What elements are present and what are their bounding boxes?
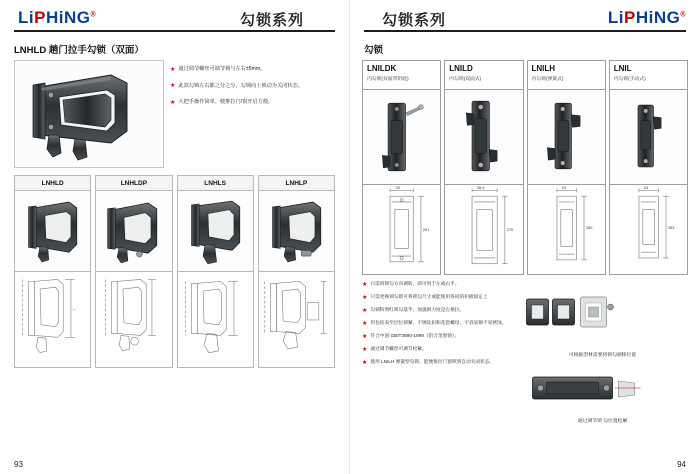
brand-hing: HiNG: [635, 8, 681, 27]
product-subtitle: 内勾锁(双面式): [449, 77, 482, 82]
list-item: [170, 66, 335, 74]
product-drawing: [362, 185, 441, 275]
dim-label-d4: 24: [643, 185, 648, 190]
brand-hing: HiNG: [45, 8, 91, 27]
list-item: [362, 281, 512, 288]
note-text: 使用 LNILH 弹簧型勾锁，能便推拉门窗锁到自动关闭状态。: [370, 359, 495, 365]
right-notes-list: [362, 281, 512, 425]
product-column: [362, 60, 441, 275]
left-series-title: 勾锁系列: [240, 12, 305, 29]
variant-label: LNHLDP: [95, 175, 172, 190]
right-bottom-area: [350, 275, 700, 425]
dim-label-h2: 270: [507, 227, 514, 232]
variant-label: LNHLP: [258, 175, 335, 190]
product-photo: [444, 90, 523, 185]
left-notes-list: [170, 60, 335, 168]
brand-sup: ®: [90, 11, 97, 19]
right-page: [350, 0, 700, 474]
variant-cell: [14, 175, 91, 368]
variant-drawing: [14, 272, 91, 368]
product-header: [527, 60, 606, 90]
star-icon: ★: [170, 83, 176, 90]
star-icon: ★: [362, 307, 368, 314]
adjust-screw-photo: [517, 363, 688, 419]
accessory-hooks-photo: [517, 281, 688, 353]
note-text: 大把手操作简单、便推拉门/窗开启方便。: [178, 99, 274, 106]
star-icon: ★: [362, 294, 368, 301]
variant-cell: [95, 175, 172, 368]
lnhld-product-photo: [14, 60, 164, 168]
right-section-title-wrap: [350, 42, 700, 56]
list-item: [170, 99, 335, 107]
variant-photo: [258, 190, 335, 272]
left-section-title-wrap: [0, 42, 349, 56]
variant-drawing: [177, 272, 254, 368]
product-drawing: [444, 185, 523, 275]
brand-sup: ®: [680, 11, 686, 19]
dim-label-h4: 253: [667, 226, 675, 230]
product-code: LNILDK: [367, 64, 397, 73]
star-icon: ★: [362, 281, 368, 288]
dim-label-h3: 260: [585, 226, 592, 230]
variant-cell: [177, 175, 254, 368]
product-code: LNILH: [531, 64, 556, 73]
brand-li: Li: [18, 8, 35, 27]
variant-drawing: [95, 272, 172, 368]
product-subtitle: 内勾锁(手动式): [613, 77, 646, 82]
brand-p: P: [623, 8, 636, 27]
product-photo: [609, 90, 688, 185]
note-text: 只需将锁勾方向调转，即可用于左或右手。: [370, 281, 460, 286]
brand-li: Li: [607, 8, 624, 27]
dim-label-d2: 26.4: [477, 185, 485, 190]
variant-photo: [95, 190, 172, 272]
brand-logo: [18, 8, 96, 28]
right-header: [350, 0, 700, 36]
product-photo: [527, 90, 606, 185]
dim-label-h1: 201: [422, 227, 430, 232]
list-item: [362, 320, 512, 327]
product-photo: [362, 90, 441, 185]
star-icon: ★: [362, 320, 368, 327]
product-code: LNILD: [449, 64, 473, 73]
list-item: [362, 307, 512, 314]
list-item: [362, 294, 512, 301]
left-page-number: 93: [14, 460, 23, 469]
product-column: [444, 60, 523, 275]
right-page-number: 94: [677, 460, 686, 469]
product-header: [609, 60, 688, 90]
svg-text:—: —: [72, 307, 77, 312]
product-code: LNIL: [613, 64, 632, 73]
product-subtitle: 内勾锁(双面带钥匙): [367, 77, 409, 82]
product-drawing: [609, 185, 688, 275]
left-header: [0, 0, 349, 36]
star-icon: ★: [170, 66, 176, 73]
note-text: 此款勾锁左右都之分之分，勾锁向上锁动为关闭状态。: [178, 82, 303, 89]
product-drawing: [527, 185, 606, 275]
right-product-columns: [350, 60, 700, 275]
note-text: 通过调节螺丝可调节锁与左右±5mm。: [178, 66, 266, 72]
variant-label: LNHLS: [177, 175, 254, 190]
right-section-title: 勾锁: [364, 45, 384, 56]
dim-label-d1: 20: [395, 185, 401, 190]
list-item: [170, 83, 335, 91]
list-item: [362, 359, 512, 366]
left-section-title: LNHLD 趟门拉手勾锁（双面）: [14, 45, 144, 56]
left-top-area: [0, 60, 349, 168]
star-icon: ★: [362, 346, 368, 353]
list-item: [362, 333, 512, 340]
accessory-caption-left: 可根据型材需要将锁勾颜移位置: [568, 353, 637, 358]
product-header: [362, 60, 441, 90]
product-header: [444, 60, 523, 90]
right-header-rule: [364, 30, 686, 32]
note-text: 勾锁粉剂红锁勾基乎、加强锁力度是左推拉。: [370, 307, 465, 313]
note-text: 符合中国 GB/T3890-1999（铝合金窗锁）。: [370, 333, 459, 339]
product-subtitle: 内勾锁(弹簧式): [531, 77, 564, 82]
list-item: [362, 346, 512, 353]
right-series-title: 勾锁系列: [382, 12, 447, 29]
variant-cell: [258, 175, 335, 368]
product-column: [527, 60, 606, 275]
note-text: 用包结表至层位锁紧，不锈钛扣和花套螺母，不容易钢不易锈蚀。: [370, 320, 507, 326]
brand-logo: [608, 8, 686, 28]
accessory-figures: [517, 281, 688, 425]
accessory-caption-right: 通过调节锁 勾位置松紧: [577, 419, 628, 425]
star-icon: ★: [362, 359, 368, 366]
variant-photo: [177, 190, 254, 272]
star-icon: ★: [170, 99, 176, 106]
product-column: [609, 60, 688, 275]
brand-p: P: [34, 8, 46, 27]
variant-photo: [14, 190, 91, 272]
left-variant-row-labels: [0, 175, 349, 368]
dim-label-d3: 24: [561, 185, 566, 190]
left-header-rule: [14, 30, 335, 32]
note-text: 只需更换锁勾即可将锁勾尺寸或能使用各同的扣板固定上: [370, 294, 488, 300]
variant-drawing: [258, 272, 335, 368]
note-text: 通过调节螺丝可调节松紧。: [370, 346, 427, 352]
variant-label: LNHLD: [14, 175, 91, 190]
star-icon: ★: [362, 333, 368, 340]
